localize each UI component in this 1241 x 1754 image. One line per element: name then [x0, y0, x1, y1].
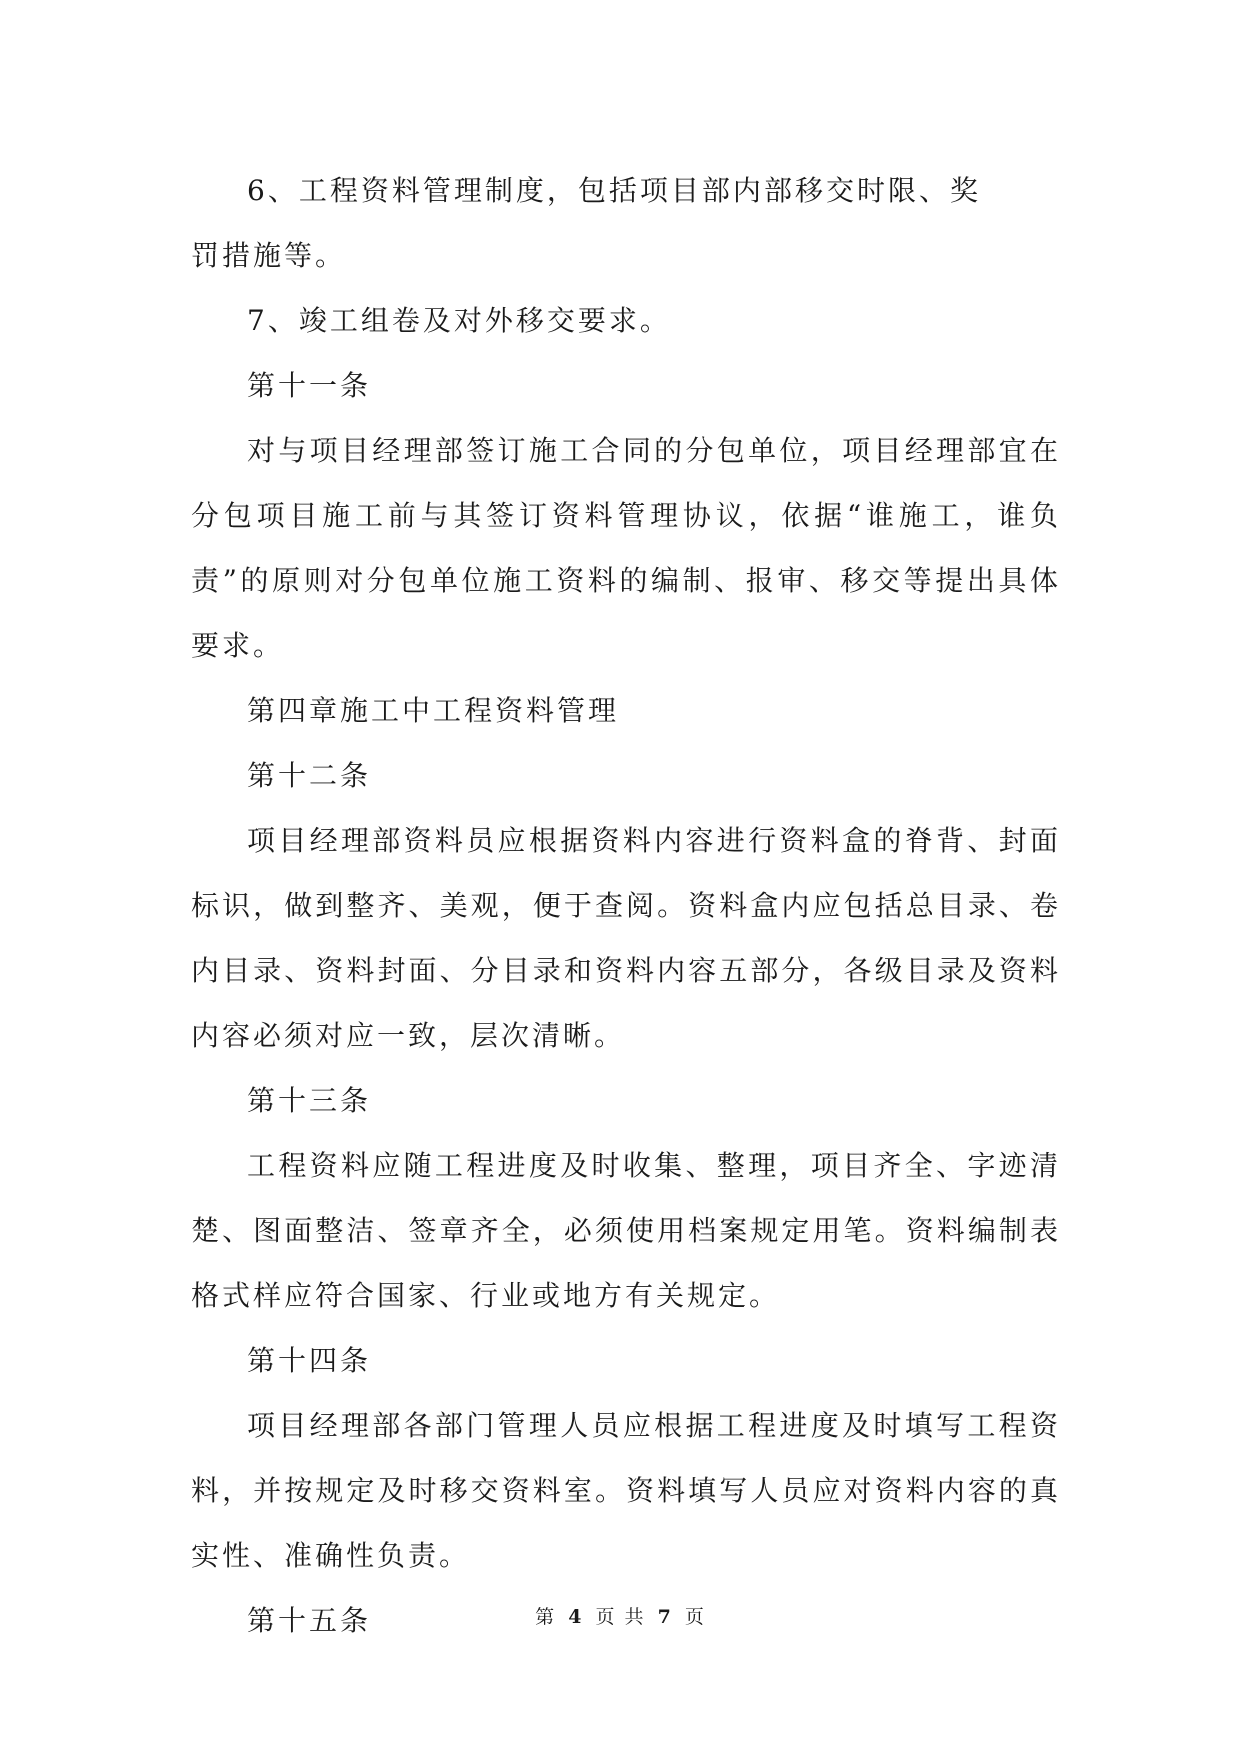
- list-item-7: 7、竣工组卷及对外移交要求。: [247, 304, 671, 337]
- body-text: [191, 158, 1061, 1653]
- page-footer: [0, 1602, 1241, 1629]
- article-heading-13: 第十三条: [247, 1084, 372, 1117]
- list-item-6: 6、工程资料管理制度，包括项目部内部移交时限、奖罚措施等。: [191, 174, 981, 272]
- chapter-heading-4: 第四章施工中工程资料管理: [247, 694, 620, 727]
- article-heading-11: 第十一条: [247, 369, 372, 402]
- article-heading-14: 第十四条: [247, 1344, 372, 1377]
- article-13-text: 工程资料应随工程进度及时收集、整理，项目齐全、字迹清楚、图面整洁、签章齐全，必须使用档案规定用笔。资料编制表格式样应符合国家、行业或地方有关规定。: [191, 1149, 1061, 1312]
- article-heading-15: 第十五条: [247, 1604, 372, 1637]
- article-11-text: 对与项目经理部签订施工合同的分包单位，项目经理部宜在分包项目施工前与其签订资料管理协议，依据“谁施工，谁负责”的原则对分包单位施工资料的编制、报审、移交等提出具体要求。: [191, 434, 1061, 662]
- footer-current-page: 4: [568, 1606, 584, 1628]
- article-heading-12: 第十二条: [247, 759, 372, 792]
- footer-suffix: 页: [684, 1606, 706, 1628]
- article-14-text: 项目经理部各部门管理人员应根据工程进度及时填写工程资料，并按规定及时移交资料室。资料填写人员应对资料内容的真实性、准确性负责。: [191, 1409, 1061, 1572]
- footer-middle: 页 共: [595, 1606, 646, 1628]
- article-12-text: 项目经理部资料员应根据资料内容进行资料盒的脊背、封面标识，做到整齐、美观，便于查阅。资料盒内应包括总目录、卷内目录、资料封面、分目录和资料内容五部分，各级目录及资料内容必须对应一致，层次清晰。: [191, 824, 1061, 1052]
- footer-prefix: 第: [535, 1606, 557, 1628]
- footer-total-pages: 7: [657, 1606, 673, 1628]
